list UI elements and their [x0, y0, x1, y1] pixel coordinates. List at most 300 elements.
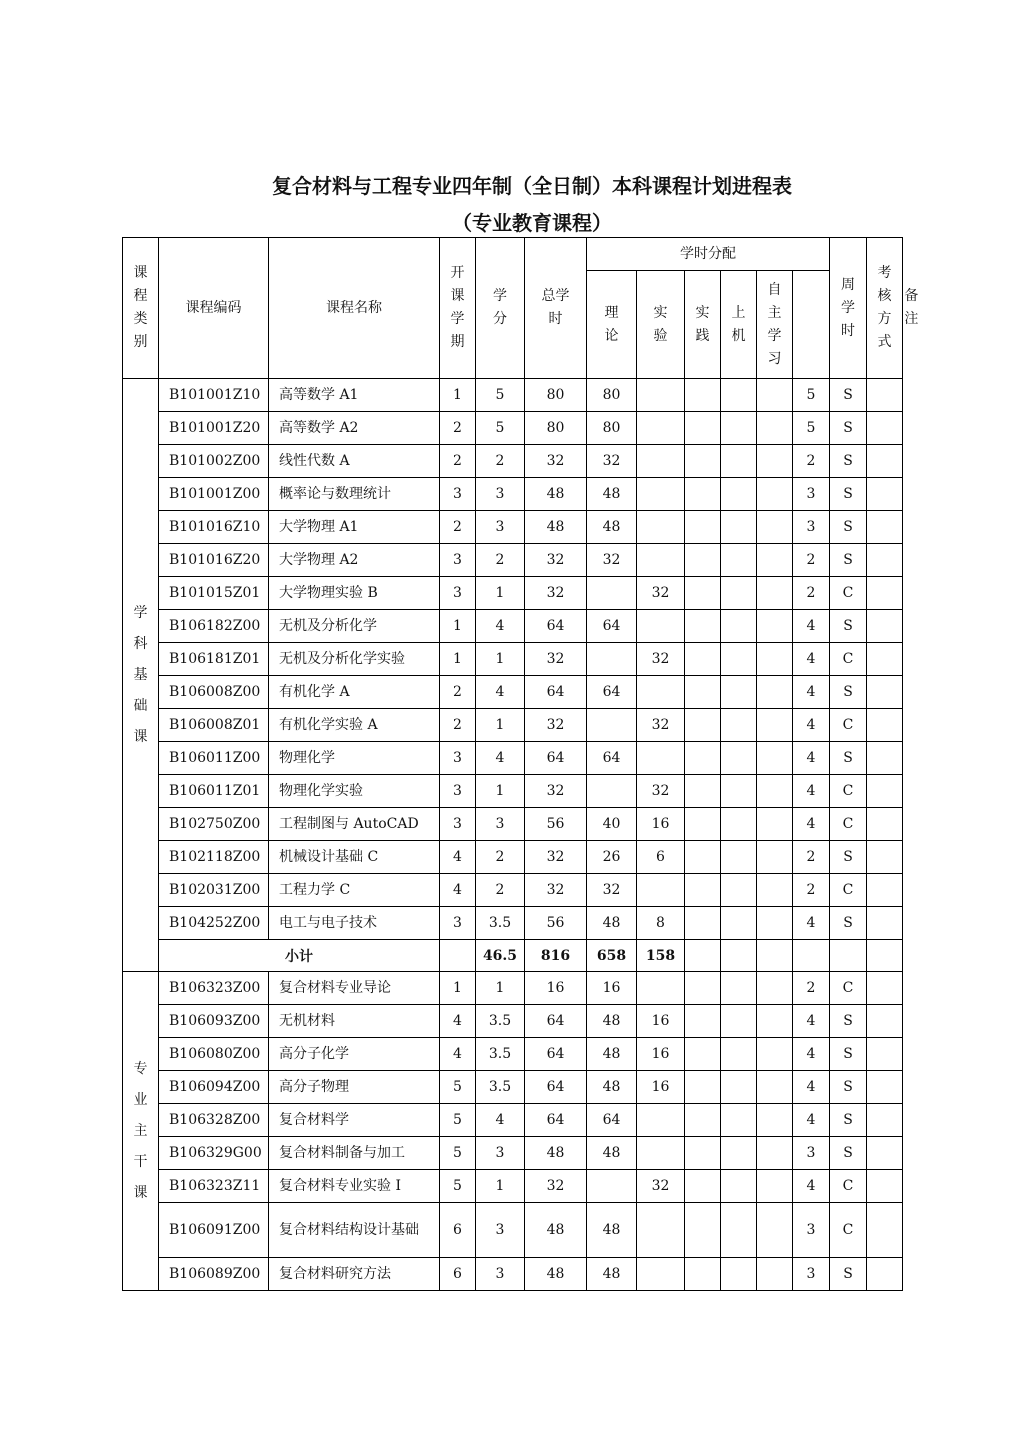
cell-lab: 32 [637, 577, 685, 610]
cell-theory [587, 775, 637, 808]
cell-note [867, 511, 903, 544]
cell-self [757, 610, 793, 643]
cell-total: 32 [525, 577, 587, 610]
cell-self [757, 1104, 793, 1137]
cell-weekly: 3 [793, 1203, 830, 1258]
course-code: B101015Z01 [159, 577, 269, 610]
cell-self [757, 874, 793, 907]
cell-lab: 16 [637, 808, 685, 841]
table-row [123, 577, 903, 610]
cell-credit: 3.5 [476, 1005, 525, 1038]
cell-semester: 2 [440, 709, 476, 742]
cell-semester: 3 [440, 808, 476, 841]
table-row [123, 972, 903, 1005]
header-computer: 上机 [721, 271, 757, 379]
cell-computer [721, 1170, 757, 1203]
table-row [123, 610, 903, 643]
cell-lab [637, 1203, 685, 1258]
cell-weekly: 3 [793, 1137, 830, 1170]
cell-computer [721, 1137, 757, 1170]
cell-self [757, 709, 793, 742]
cell-semester: 4 [440, 1038, 476, 1071]
subtotal-self [757, 940, 793, 972]
cell-weekly: 2 [793, 874, 830, 907]
course-name: 无机材料 [269, 1005, 440, 1038]
cell-theory: 64 [587, 742, 637, 775]
cell-exam: C [830, 808, 867, 841]
cell-lab: 16 [637, 1005, 685, 1038]
cell-theory: 48 [587, 1137, 637, 1170]
cell-note [867, 1170, 903, 1203]
cell-lab [637, 379, 685, 412]
course-code: B106008Z01 [159, 709, 269, 742]
course-name: 高等数学 A1 [269, 379, 440, 412]
table-row [123, 511, 903, 544]
cell-credit: 2 [476, 544, 525, 577]
course-code: B106011Z00 [159, 742, 269, 775]
subtotal-total: 816 [525, 940, 587, 972]
course-code: B101001Z10 [159, 379, 269, 412]
cell-exam: S [830, 544, 867, 577]
cell-exam: C [830, 643, 867, 676]
cell-lab: 16 [637, 1071, 685, 1104]
cell-semester: 3 [440, 544, 476, 577]
cell-weekly: 2 [793, 577, 830, 610]
cell-lab: 32 [637, 709, 685, 742]
cell-lab: 6 [637, 841, 685, 874]
cell-credit: 3 [476, 1258, 525, 1291]
cell-computer [721, 412, 757, 445]
cell-theory: 48 [587, 1258, 637, 1291]
cell-practice [685, 379, 721, 412]
cell-theory: 32 [587, 544, 637, 577]
cell-practice [685, 610, 721, 643]
cell-semester: 3 [440, 775, 476, 808]
cell-practice [685, 972, 721, 1005]
cell-credit: 4 [476, 742, 525, 775]
cell-credit: 3.5 [476, 907, 525, 940]
cell-computer [721, 643, 757, 676]
cell-computer [721, 775, 757, 808]
cell-weekly: 2 [793, 544, 830, 577]
course-name: 复合材料学 [269, 1104, 440, 1137]
header-distribution: 学时分配 [587, 238, 830, 271]
cell-self [757, 412, 793, 445]
cell-note [867, 478, 903, 511]
course-name: 概率论与数理统计 [269, 478, 440, 511]
cell-exam: C [830, 874, 867, 907]
cell-total: 64 [525, 1104, 587, 1137]
table-row [123, 544, 903, 577]
cell-note [867, 610, 903, 643]
cell-practice [685, 808, 721, 841]
cell-weekly: 4 [793, 676, 830, 709]
header-exam: 考核方式 [867, 238, 903, 379]
cell-practice [685, 544, 721, 577]
category-cell [123, 379, 159, 972]
table-row [123, 412, 903, 445]
header-lab: 实验 [637, 271, 685, 379]
cell-weekly: 3 [793, 511, 830, 544]
course-name: 有机化学实验 A [269, 709, 440, 742]
cell-theory: 80 [587, 412, 637, 445]
cell-credit: 2 [476, 841, 525, 874]
table-row [123, 808, 903, 841]
cell-lab [637, 445, 685, 478]
cell-computer [721, 1005, 757, 1038]
cell-lab [637, 874, 685, 907]
cell-total: 32 [525, 544, 587, 577]
cell-semester: 5 [440, 1137, 476, 1170]
cell-lab [637, 412, 685, 445]
cell-weekly: 4 [793, 1170, 830, 1203]
cell-semester: 5 [440, 1170, 476, 1203]
cell-total: 64 [525, 1005, 587, 1038]
cell-theory: 48 [587, 1005, 637, 1038]
cell-self [757, 1038, 793, 1071]
cell-total: 64 [525, 1038, 587, 1071]
cell-self [757, 1137, 793, 1170]
course-code: B104252Z00 [159, 907, 269, 940]
course-code: B102750Z00 [159, 808, 269, 841]
table-row [123, 874, 903, 907]
cell-computer [721, 544, 757, 577]
cell-lab [637, 511, 685, 544]
cell-practice [685, 445, 721, 478]
cell-practice [685, 412, 721, 445]
course-code: B102118Z00 [159, 841, 269, 874]
course-code: B106093Z00 [159, 1005, 269, 1038]
cell-credit: 4 [476, 1104, 525, 1137]
cell-weekly: 4 [793, 907, 830, 940]
cell-total: 32 [525, 874, 587, 907]
table-row [123, 1203, 903, 1258]
course-plan-table: 课程类别 课程编码 课程名称 开课学期 学分 总学时 学时分配 周学时 考核方式 备注 理论 实验 实践 上机 自主学习 学科基础课 B101001Z10 高等数学 A1 1 5 80 80 5 S B101001Z20 高等数学 A2 2 5 80 80 5 S B101002Z00 线性代数 A 2 2 32 32 2 S B101001Z00 概率论与数理统计 3 3 48 48 3 S B101016Z10 大学物理 A1 2 3 48 48 3 S B101016Z20 大学物理 A2 3 2 32 32 2 S B101015Z01 大学物理实验 B 3 1 32 32 2 C B106182Z00 无机及分析化学 1 4 64 64 4 S B106181Z01 无机及分析化学实验 1 1 32 32 4 C B106008Z00 有机化学 A 2 4 64 64 4 S B106008Z01 有机化学实验 A 2 1 32 32 4 C B106011Z00 物理化学 3 4 64 64 4 S B106011Z01 物理化学实验 3 1 32 32 4 C B102750Z00 工程制图与 AutoCAD 3 3 56 40 16 4 C B102118Z00 机械设计基础 C 4 2 32 26 6 2 S B102031Z00 工程力学 C 4 2 32 32 2 C B104252Z00 电工与电子技术 3 3.5 56 48 8 4 S 小计 46.5 816 658 158 专业主干课 B106323Z00 复合材料专业导论 1 1 16 16 2 C B106093Z00 无机材料 4 3.5 64 48 16 4 S B106080Z00 高分子化学 4 3.5 64 48 16 4 S B106094Z00 高分子物理 5 3.5 64 48 16 4 S B106328Z00 复合材料学 5 4 64 64 4 S B106329G00 复合材料制备与加工 5 3 48 48 3 S B106323Z11 复合材料专业实验 I 5 1 32 32 4 C B106091Z00 复合材料结构设计基础 6 3 48 48 3 C B106089Z00 复合材料研究方法 6 3 48 48 3 S [122, 237, 903, 1291]
cell-exam: S [830, 1137, 867, 1170]
cell-credit: 3 [476, 808, 525, 841]
course-name: 复合材料专业导论 [269, 972, 440, 1005]
cell-lab [637, 742, 685, 775]
table-body [123, 379, 903, 1291]
subtotal-lab: 158 [637, 940, 685, 972]
course-code: B106323Z11 [159, 1170, 269, 1203]
course-name: 高分子物理 [269, 1071, 440, 1104]
cell-credit: 2 [476, 874, 525, 907]
cell-self [757, 775, 793, 808]
table-row [123, 478, 903, 511]
header-credit: 学分 [476, 238, 525, 379]
cell-exam: C [830, 1170, 867, 1203]
table-row [123, 1258, 903, 1291]
cell-weekly: 2 [793, 841, 830, 874]
cell-practice [685, 841, 721, 874]
cell-semester: 3 [440, 907, 476, 940]
cell-total: 48 [525, 1258, 587, 1291]
cell-computer [721, 610, 757, 643]
course-name: 有机化学 A [269, 676, 440, 709]
cell-theory [587, 643, 637, 676]
cell-total: 48 [525, 1203, 587, 1258]
cell-note [867, 676, 903, 709]
course-name: 复合材料制备与加工 [269, 1137, 440, 1170]
cell-total: 56 [525, 808, 587, 841]
cell-semester: 5 [440, 1071, 476, 1104]
cell-credit: 1 [476, 577, 525, 610]
cell-practice [685, 1038, 721, 1071]
cell-lab [637, 478, 685, 511]
cell-semester: 1 [440, 972, 476, 1005]
cell-weekly: 4 [793, 610, 830, 643]
cell-credit: 1 [476, 972, 525, 1005]
cell-lab: 32 [637, 643, 685, 676]
cell-practice [685, 676, 721, 709]
cell-exam: S [830, 610, 867, 643]
course-name: 大学物理 A1 [269, 511, 440, 544]
table-row [123, 775, 903, 808]
course-code: B101002Z00 [159, 445, 269, 478]
page-title: 复合材料与工程专业四年制（全日制）本科课程计划进程表 [272, 174, 792, 198]
header-practice: 实践 [685, 271, 721, 379]
cell-practice [685, 1005, 721, 1038]
cell-exam: C [830, 1203, 867, 1258]
course-code: B106181Z01 [159, 643, 269, 676]
cell-lab [637, 1104, 685, 1137]
cell-practice [685, 511, 721, 544]
cell-self [757, 808, 793, 841]
cell-note [867, 1071, 903, 1104]
cell-lab [637, 1137, 685, 1170]
subtotal-note [867, 940, 903, 972]
cell-semester: 2 [440, 445, 476, 478]
cell-exam: S [830, 1104, 867, 1137]
cell-practice [685, 478, 721, 511]
category-label: 专业主干课 [133, 1060, 148, 1201]
header-self-study: 自主学习 [757, 271, 793, 379]
cell-self [757, 907, 793, 940]
cell-credit: 4 [476, 610, 525, 643]
cell-weekly: 2 [793, 972, 830, 1005]
cell-semester: 5 [440, 1104, 476, 1137]
cell-credit: 1 [476, 643, 525, 676]
subtotal-theory: 658 [587, 940, 637, 972]
cell-theory: 48 [587, 1203, 637, 1258]
cell-total: 48 [525, 1137, 587, 1170]
cell-total: 32 [525, 643, 587, 676]
subtotal-row [123, 940, 903, 972]
cell-computer [721, 1258, 757, 1291]
course-code: B106323Z00 [159, 972, 269, 1005]
course-name: 线性代数 A [269, 445, 440, 478]
cell-note [867, 874, 903, 907]
cell-total: 64 [525, 676, 587, 709]
cell-total: 80 [525, 379, 587, 412]
table-row [123, 841, 903, 874]
cell-computer [721, 511, 757, 544]
table-row [123, 1104, 903, 1137]
cell-practice [685, 1137, 721, 1170]
cell-credit: 4 [476, 676, 525, 709]
table-row [123, 643, 903, 676]
table-row [123, 1137, 903, 1170]
cell-exam: C [830, 709, 867, 742]
cell-total: 64 [525, 610, 587, 643]
cell-semester: 4 [440, 1005, 476, 1038]
cell-exam: S [830, 445, 867, 478]
cell-practice [685, 643, 721, 676]
table-row [123, 1170, 903, 1203]
cell-exam: S [830, 1038, 867, 1071]
cell-practice [685, 709, 721, 742]
cell-self [757, 1071, 793, 1104]
course-name: 机械设计基础 C [269, 841, 440, 874]
cell-note [867, 1104, 903, 1137]
cell-weekly: 4 [793, 643, 830, 676]
cell-credit: 3 [476, 1137, 525, 1170]
cell-note [867, 1203, 903, 1258]
cell-exam: S [830, 1258, 867, 1291]
cell-exam: S [830, 379, 867, 412]
cell-computer [721, 709, 757, 742]
table-row [123, 1005, 903, 1038]
cell-theory: 48 [587, 511, 637, 544]
cell-computer [721, 379, 757, 412]
cell-note [867, 907, 903, 940]
cell-practice [685, 1071, 721, 1104]
cell-weekly: 4 [793, 775, 830, 808]
cell-note [867, 1137, 903, 1170]
cell-weekly: 4 [793, 742, 830, 775]
subtotal-exam [830, 940, 867, 972]
cell-weekly: 2 [793, 445, 830, 478]
cell-total: 32 [525, 709, 587, 742]
cell-self [757, 1005, 793, 1038]
cell-computer [721, 1104, 757, 1137]
cell-theory [587, 577, 637, 610]
cell-semester: 3 [440, 742, 476, 775]
cell-lab: 8 [637, 907, 685, 940]
subtotal-label: 小计 [159, 940, 440, 972]
cell-self [757, 676, 793, 709]
cell-exam: C [830, 972, 867, 1005]
cell-total: 32 [525, 775, 587, 808]
cell-note [867, 972, 903, 1005]
cell-self [757, 742, 793, 775]
cell-self [757, 1258, 793, 1291]
cell-credit: 5 [476, 412, 525, 445]
cell-computer [721, 874, 757, 907]
course-code: B106091Z00 [159, 1203, 269, 1258]
header-name: 课程名称 [269, 238, 440, 379]
cell-lab: 16 [637, 1038, 685, 1071]
cell-total: 64 [525, 1071, 587, 1104]
cell-practice [685, 1258, 721, 1291]
cell-self [757, 511, 793, 544]
header-category: 课程类别 [123, 238, 159, 379]
cell-note [867, 445, 903, 478]
course-code: B106011Z01 [159, 775, 269, 808]
course-code: B101016Z10 [159, 511, 269, 544]
table-row [123, 907, 903, 940]
table-row [123, 1071, 903, 1104]
cell-self [757, 445, 793, 478]
cell-practice [685, 1203, 721, 1258]
cell-note [867, 1038, 903, 1071]
cell-total: 80 [525, 412, 587, 445]
cell-note [867, 643, 903, 676]
cell-self [757, 841, 793, 874]
course-name: 高分子化学 [269, 1038, 440, 1071]
cell-credit: 3.5 [476, 1071, 525, 1104]
course-name: 物理化学 [269, 742, 440, 775]
cell-note [867, 742, 903, 775]
cell-exam: C [830, 775, 867, 808]
cell-total: 64 [525, 742, 587, 775]
cell-lab [637, 1258, 685, 1291]
cell-exam: S [830, 676, 867, 709]
cell-computer [721, 972, 757, 1005]
cell-theory: 16 [587, 972, 637, 1005]
header-total: 总学时 [525, 238, 587, 379]
course-code: B102031Z00 [159, 874, 269, 907]
cell-self [757, 1170, 793, 1203]
cell-exam: S [830, 841, 867, 874]
cell-credit: 5 [476, 379, 525, 412]
course-code: B101001Z00 [159, 478, 269, 511]
course-name: 大学物理实验 B [269, 577, 440, 610]
cell-note [867, 709, 903, 742]
cell-weekly: 4 [793, 1038, 830, 1071]
cell-exam: C [830, 577, 867, 610]
cell-note [867, 577, 903, 610]
cell-exam: S [830, 511, 867, 544]
cell-lab: 32 [637, 1170, 685, 1203]
subtotal-weekly [793, 940, 830, 972]
cell-exam: S [830, 1071, 867, 1104]
cell-lab [637, 676, 685, 709]
cell-credit: 1 [476, 709, 525, 742]
course-name: 复合材料专业实验 I [269, 1170, 440, 1203]
cell-credit: 2 [476, 445, 525, 478]
cell-note [867, 1258, 903, 1291]
cell-computer [721, 742, 757, 775]
course-code: B106328Z00 [159, 1104, 269, 1137]
cell-theory [587, 709, 637, 742]
cell-semester: 4 [440, 841, 476, 874]
cell-weekly: 4 [793, 1005, 830, 1038]
cell-computer [721, 676, 757, 709]
cell-weekly: 4 [793, 709, 830, 742]
cell-theory: 48 [587, 1038, 637, 1071]
course-code: B106094Z00 [159, 1071, 269, 1104]
course-code: B106080Z00 [159, 1038, 269, 1071]
cell-total: 32 [525, 1170, 587, 1203]
cell-exam: S [830, 742, 867, 775]
cell-computer [721, 577, 757, 610]
cell-weekly: 5 [793, 379, 830, 412]
cell-semester: 6 [440, 1258, 476, 1291]
cell-total: 16 [525, 972, 587, 1005]
course-name: 复合材料结构设计基础 [269, 1203, 440, 1258]
cell-lab [637, 544, 685, 577]
cell-lab [637, 610, 685, 643]
subtotal-credit: 46.5 [476, 940, 525, 972]
cell-note [867, 544, 903, 577]
table-row [123, 742, 903, 775]
cell-total: 48 [525, 478, 587, 511]
cell-total: 32 [525, 841, 587, 874]
cell-computer [721, 445, 757, 478]
cell-self [757, 1203, 793, 1258]
